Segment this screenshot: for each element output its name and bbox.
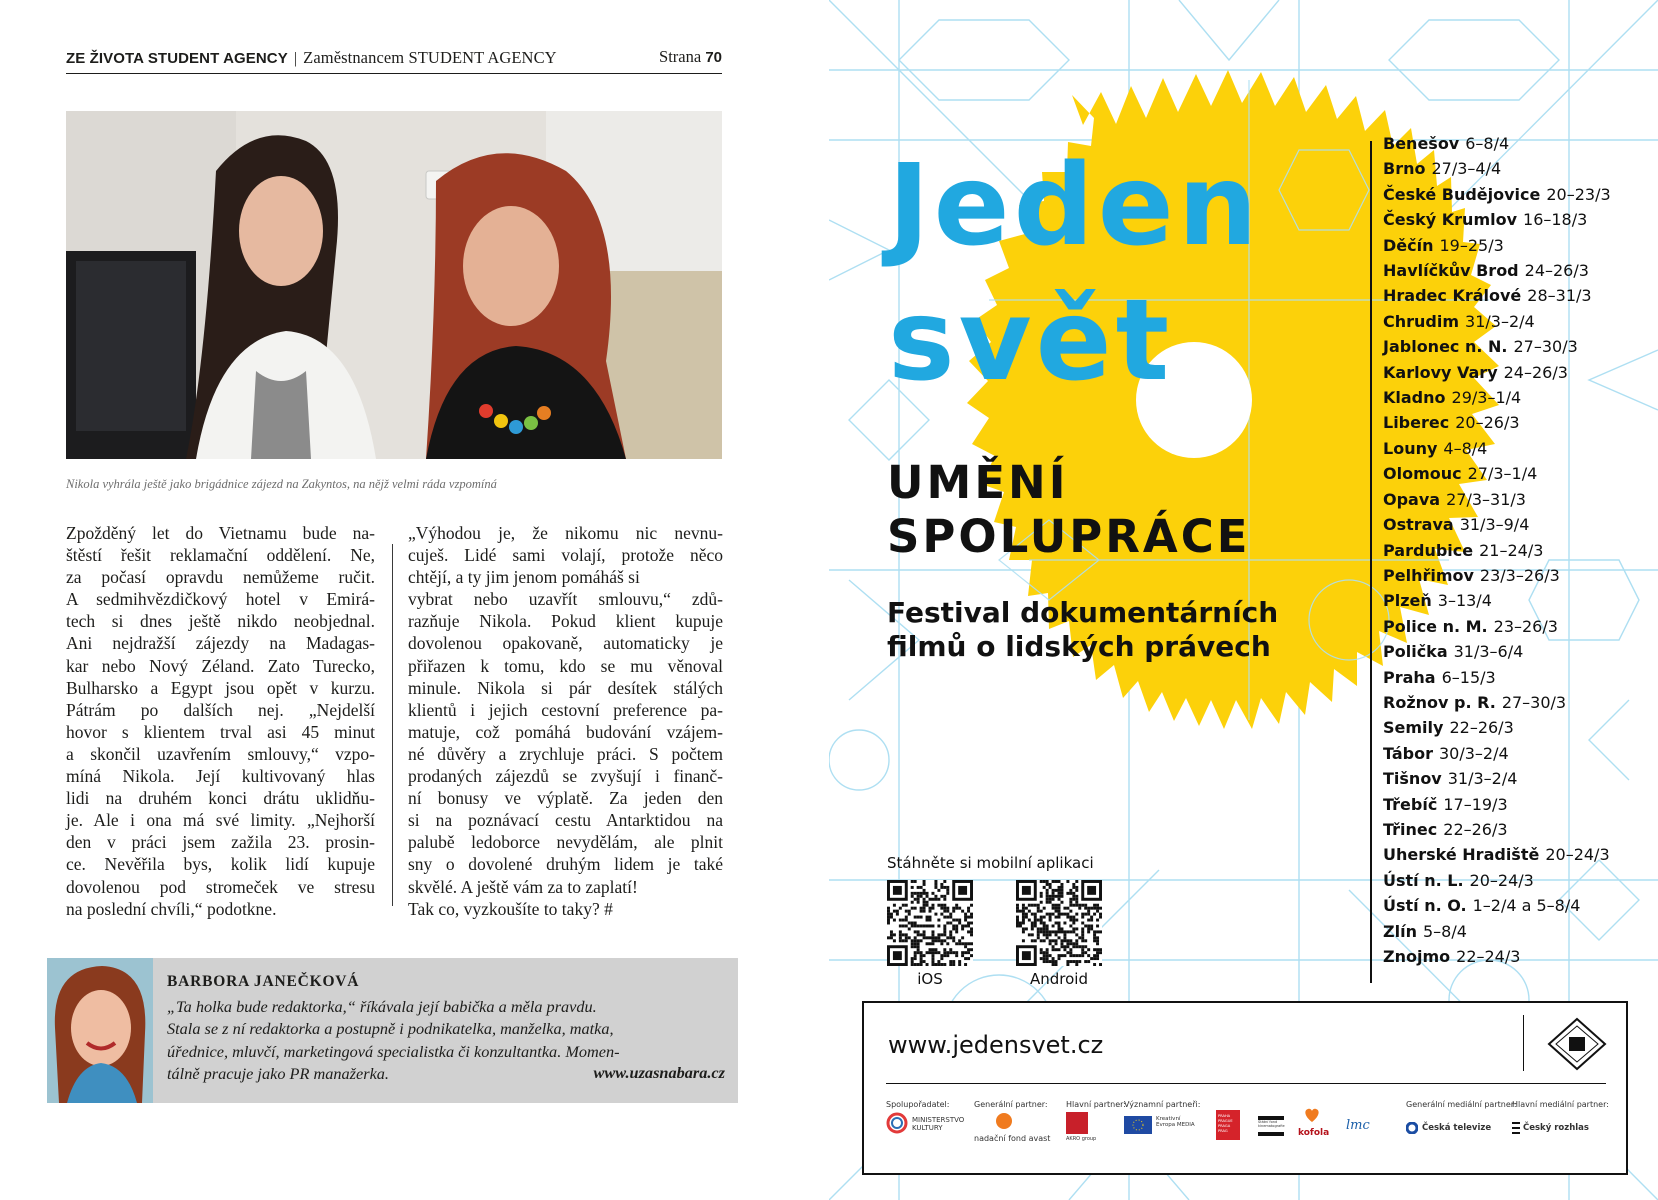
city-schedule-item bbox=[1383, 817, 1611, 842]
city-name: Třebíč bbox=[1383, 794, 1438, 814]
city-name: Rožnov p. R. bbox=[1383, 692, 1496, 712]
city-name: Ostrava bbox=[1383, 515, 1454, 535]
city-dates: 23/3–26/3 bbox=[1479, 565, 1560, 585]
city-schedule-item bbox=[1383, 461, 1611, 486]
city-dates: 22–24/3 bbox=[1456, 947, 1521, 966]
city-schedule-item bbox=[1383, 766, 1611, 791]
city-dates: 22–26/3 bbox=[1443, 819, 1508, 839]
poster-title-line1: Jeden bbox=[888, 141, 1262, 271]
photo-caption: Nikola vyhrála ještě jako brigádnice zájezd na Zakyntos, na nějž velmi ráda vzpomíná bbox=[66, 477, 497, 491]
city-name: Znojmo bbox=[1383, 947, 1451, 966]
page-number: Strana 70 bbox=[659, 47, 722, 66]
eu-flag-icon bbox=[1124, 1116, 1152, 1134]
city-name: Polička bbox=[1383, 642, 1448, 662]
city-dates: 31/3–9/4 bbox=[1459, 515, 1530, 535]
footer-divider-vertical bbox=[1523, 1015, 1524, 1071]
city-schedule-item bbox=[1383, 309, 1611, 334]
city-schedule-item bbox=[1383, 156, 1611, 181]
city-schedule-item bbox=[1383, 360, 1611, 385]
city-dates: 19–25/3 bbox=[1439, 235, 1504, 255]
city-name: Plzeň bbox=[1383, 591, 1432, 611]
city-dates: 22–26/3 bbox=[1449, 718, 1514, 738]
city-schedule-item bbox=[1383, 207, 1611, 232]
author-photo bbox=[47, 958, 153, 1103]
city-dates: 30/3–2/4 bbox=[1438, 743, 1509, 763]
city-dates: 6–15/3 bbox=[1441, 667, 1496, 687]
city-dates: 24–26/3 bbox=[1503, 362, 1568, 382]
city-dates: 31/3–2/4 bbox=[1465, 311, 1535, 331]
article-photo bbox=[66, 111, 722, 459]
city-name: Třinec bbox=[1383, 819, 1438, 839]
city-name: Louny bbox=[1383, 438, 1438, 458]
city-name: České Budějovice bbox=[1383, 184, 1541, 204]
city-schedule-list bbox=[1383, 131, 1611, 969]
city-schedule-item bbox=[1383, 436, 1611, 461]
cro-logo-icon bbox=[1512, 1122, 1520, 1134]
city-dates: 21–24/3 bbox=[1479, 540, 1544, 560]
city-dates: 20–23/3 bbox=[1546, 184, 1611, 204]
city-name: Chrudim bbox=[1383, 311, 1460, 331]
city-name: Uherské Hradiště bbox=[1383, 845, 1540, 865]
city-schedule-item bbox=[1383, 385, 1611, 410]
ct-logo-icon bbox=[1406, 1122, 1418, 1134]
article-column-2: „Výhodou je, že nikomu nic nevnu- cuješ. Lidé sami volají, protože něco chtějí, a ty jim jenom pomáháš si vybrat nebo uzavřít smlouvu,“ zdů- razňuje Nikola. Pokud klient kupuje dovolenou opakovaně, automaticky je přiřazen k tomu, kdo se mu věnoval minule. Nikola si pár desítek stálých klientů i jejich cestovní preference pa- matuje, což pomáhá budování vzájem- né důvěry a zrychluje práci. S počtem prodaných zájezdů se zvyšují i finanč- ní bonusy ve výplatě. Za jeden den si na poznávací cestu Antarktidou na palubě ledoborce nevydělám, ale plnit sny o dovolené druhým lidem je také skvělé. A ještě vám za to zaplatí! Tak co, vyzkoušíte to taky? # bbox=[408, 523, 723, 919]
city-dates: 31/3–2/4 bbox=[1447, 769, 1518, 789]
city-schedule-item bbox=[1383, 919, 1611, 944]
city-dates: 17–19/3 bbox=[1443, 794, 1508, 814]
city-dates: 16–18/3 bbox=[1523, 210, 1588, 230]
city-dates: 29/3–1/4 bbox=[1451, 388, 1522, 408]
author-website-link[interactable]: www.uzasnabara.cz bbox=[593, 1063, 725, 1082]
city-name: Děčín bbox=[1383, 235, 1434, 255]
city-name: Liberec bbox=[1383, 413, 1450, 433]
poster-footer-box bbox=[862, 1001, 1628, 1175]
akro-logo-icon bbox=[1066, 1112, 1088, 1134]
city-schedule-item bbox=[1383, 410, 1611, 435]
city-dates: 24–26/3 bbox=[1524, 261, 1589, 281]
subsection-title: Zaměstnancem STUDENT AGENCY bbox=[303, 48, 557, 67]
author-name: BARBORA JANEČKOVÁ bbox=[167, 973, 360, 990]
city-schedule-item bbox=[1383, 944, 1611, 969]
city-dates: 27–30/3 bbox=[1513, 337, 1578, 357]
ministry-logo-icon bbox=[886, 1112, 908, 1134]
author-bio: „Ta holka bude redaktorka,“ říkávala její babička a měla pravdu. Stala se z ní redaktorka a postupně i podnikatelka, manželka, matka, úřednice, mluvčí, marketingová specialistka či konzultantka. Momen- tálně pracuje jako PR manažerka. bbox=[167, 997, 620, 1083]
avast-logo-icon bbox=[992, 1112, 1016, 1132]
section-title: ZE ŽIVOTA STUDENT AGENCY | Zaměstnancem STUDENT AGENCY bbox=[66, 48, 557, 67]
city-dates: 27/3–31/3 bbox=[1446, 489, 1526, 509]
city-name: Karlovy Vary bbox=[1383, 362, 1498, 382]
city-schedule-item bbox=[1383, 512, 1611, 537]
festival-website-link[interactable]: www.jedensvet.cz bbox=[888, 1031, 1104, 1059]
city-schedule-item bbox=[1383, 334, 1611, 359]
city-name: Police n. M. bbox=[1383, 616, 1488, 636]
android-label: Android bbox=[1030, 970, 1088, 988]
city-schedule-item bbox=[1383, 690, 1611, 715]
city-schedule-item bbox=[1383, 563, 1611, 588]
city-dates: 27/3–1/4 bbox=[1467, 464, 1538, 484]
city-name: Kladno bbox=[1383, 388, 1446, 408]
city-dates: 3–13/4 bbox=[1437, 591, 1492, 611]
ios-label: iOS bbox=[917, 970, 943, 988]
article-column-1: Zpožděný let do Vietnamu bude na- štěstí řešit reklamační oddělení. Ne, za počasí opravdu nemůžeme ručit. A sedmihvězdičkový hotel v Emirá- tech si dnes ještě nikdo neobjednal. Ani nejdražší zájezdy na Madagas- kar nebo Nový Zéland. Zato Turecko, Bulharsko a Egypt jsou opět v kurzu. Pátrám po dalších nej. „Nejdelší hovor s klientem trval asi 45 minut a skončil uzavřením smlouvy,“ vzpo- míná Nikola. Její kultivovaný hlas lidi na druhém konci drátu uklidňu- je. Ale i ona má své limity. „Nejhorší den v práci jsem zažila 23. prosin- ce. Nevěřila bys, kolik lidí kupuje dovolenou pod stromeček ve stresu na poslední chvíli,“ podotkne. bbox=[66, 523, 375, 919]
page-header bbox=[66, 44, 722, 74]
city-schedule-item bbox=[1383, 842, 1611, 867]
city-schedule-item bbox=[1383, 665, 1611, 690]
city-dates: 27–30/3 bbox=[1501, 692, 1567, 712]
city-schedule-item bbox=[1383, 283, 1611, 308]
city-dates: 23–26/3 bbox=[1493, 616, 1558, 636]
city-name: Semily bbox=[1383, 718, 1444, 738]
city-name: Pelhřimov bbox=[1383, 565, 1474, 585]
city-name: Zlín bbox=[1383, 921, 1417, 941]
city-schedule-item bbox=[1383, 893, 1611, 918]
festival-badge-icon bbox=[1547, 1017, 1607, 1071]
poster-theme: UMĚNÍ SPOLUPRÁCE bbox=[887, 456, 1251, 563]
city-name: Olomouc bbox=[1383, 464, 1462, 484]
city-schedule-item bbox=[1383, 639, 1611, 664]
kofola-logo-icon bbox=[1302, 1106, 1322, 1124]
city-dates: 20–24/3 bbox=[1545, 845, 1610, 865]
city-schedule-item bbox=[1383, 741, 1611, 766]
android-qr-code[interactable] bbox=[1016, 880, 1102, 966]
city-name: Tišnov bbox=[1383, 769, 1442, 789]
cities-divider bbox=[1370, 141, 1372, 983]
poster-title-line2: svět bbox=[888, 276, 1174, 406]
city-name: Praha bbox=[1383, 667, 1436, 687]
city-name: Ústí n. L. bbox=[1383, 870, 1464, 890]
footer-divider-horizontal bbox=[886, 1083, 1606, 1084]
city-schedule-item bbox=[1383, 538, 1611, 563]
city-schedule-item bbox=[1383, 715, 1611, 740]
city-name: Hradec Králové bbox=[1383, 286, 1522, 306]
city-schedule-item bbox=[1383, 792, 1611, 817]
city-dates: 31/3–6/4 bbox=[1453, 642, 1524, 662]
city-name: Ústí n. O. bbox=[1383, 896, 1467, 916]
city-name: Tábor bbox=[1383, 743, 1433, 763]
city-dates: 4–8/4 bbox=[1443, 438, 1488, 458]
city-dates: 28–31/3 bbox=[1527, 286, 1592, 306]
city-name: Jablonec n. N. bbox=[1383, 337, 1508, 357]
city-dates: 5–8/4 bbox=[1422, 921, 1467, 941]
ios-qr-code[interactable] bbox=[887, 880, 973, 966]
city-schedule-item bbox=[1383, 588, 1611, 613]
city-schedule-item bbox=[1383, 233, 1611, 258]
city-name: Havlíčkův Brod bbox=[1383, 261, 1519, 281]
apps-label: Stáhněte si mobilní aplikaci bbox=[887, 854, 1094, 872]
city-dates: 6–8/4 bbox=[1465, 134, 1510, 153]
city-schedule-item bbox=[1383, 258, 1611, 283]
city-name: Benešov bbox=[1383, 134, 1460, 153]
city-name: Český Krumlov bbox=[1383, 210, 1518, 230]
city-schedule-item bbox=[1383, 614, 1611, 639]
city-name: Pardubice bbox=[1383, 540, 1474, 560]
author-box bbox=[47, 958, 738, 1103]
city-name: Brno bbox=[1383, 159, 1426, 179]
city-name: Opava bbox=[1383, 489, 1441, 509]
city-schedule-item bbox=[1383, 131, 1611, 156]
poster-subtitle: Festival dokumentárních filmů o lidských právech bbox=[887, 596, 1279, 663]
city-schedule-item bbox=[1383, 868, 1611, 893]
city-schedule-item bbox=[1383, 182, 1611, 207]
city-dates: 1–2/4 a 5–8/4 bbox=[1472, 896, 1581, 916]
sponsor-strip: Spolupořadatel: MINISTERSTVO KULTURY Generální partner: nadační fond avast Hlavní partner: AKRO group Významní partneři: Kreativní Evropa MEDIA PRAHA PRAGUE PRAGA PRAG Státní fond kinematografie kofola lmc Generální mediální partner: Česká televize Hlavní mediální partner: Český rozhlas bbox=[886, 1100, 1609, 1143]
city-dates: 20–26/3 bbox=[1455, 413, 1520, 433]
city-schedule-item bbox=[1383, 487, 1611, 512]
city-dates: 20–24/3 bbox=[1469, 870, 1534, 890]
city-dates: 27/3–4/4 bbox=[1431, 159, 1502, 179]
festival-poster bbox=[829, 0, 1658, 1200]
column-divider bbox=[392, 544, 393, 906]
